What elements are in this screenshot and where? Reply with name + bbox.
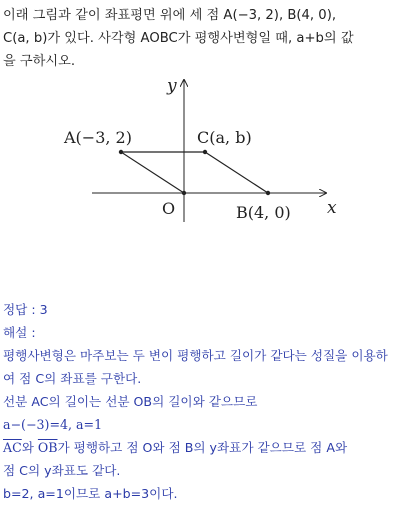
segment-ao [121,152,184,193]
solution-line-1: 평행사변형은 마주보는 두 변이 평행하고 길이가 같다는 성질을 이용하 [3,348,388,363]
segment-cb [205,152,268,193]
point-a-dot [119,150,123,154]
solution-line-5-rest: 가 평행하고 점 O와 점 B의 y좌표가 같으므로 점 A와 [57,440,348,455]
point-b-label: B(4, 0) [236,203,291,222]
solution-line-2: 여 점 C의 좌표를 구한다. [3,371,142,386]
problem-text [3,4,397,73]
solution-line-4: a−(−3)=4, a=1 [3,417,103,432]
solution-line-6: 점 C의 y좌표도 같다. [3,463,121,478]
solution-line-7: b=2, a=1이므로 a+b=3이다. [3,486,178,501]
x-axis-label: x [327,198,337,218]
segment-ac-label: $\overline{AC}$ [3,440,22,455]
origin-dot [182,191,186,195]
problem-line-2: C(a, b)가 있다. 사각형 AOBC가 평행사변형일 때, a+b의 값 [3,31,354,46]
solution-heading: 해설 : [3,325,36,340]
point-b-dot [266,191,270,195]
segment-ob-label: $\overline{OB}$ [37,440,58,455]
answer: 정답 : 3 [3,302,48,317]
point-c-label: C(a, b) [197,128,252,147]
point-c-dot [203,150,207,154]
solution-line-5 [3,436,398,459]
origin-label: O [162,199,176,218]
problem-line-1: 이래 그림과 같이 좌표평면 위에 세 점 A(−3, 2), B(4, 0), [3,8,337,23]
y-axis-label: y [167,76,177,96]
solution-line-5-mid: 와 [21,440,38,455]
solution-line-3: 선분 AC의 길이는 선분 OB의 길이와 같으므로 [3,394,258,409]
problem-line-3: 을 구하시오. [3,54,76,69]
solution-text [3,298,398,505]
coordinate-figure [0,72,400,227]
point-a-label: A(−3, 2) [64,128,132,147]
